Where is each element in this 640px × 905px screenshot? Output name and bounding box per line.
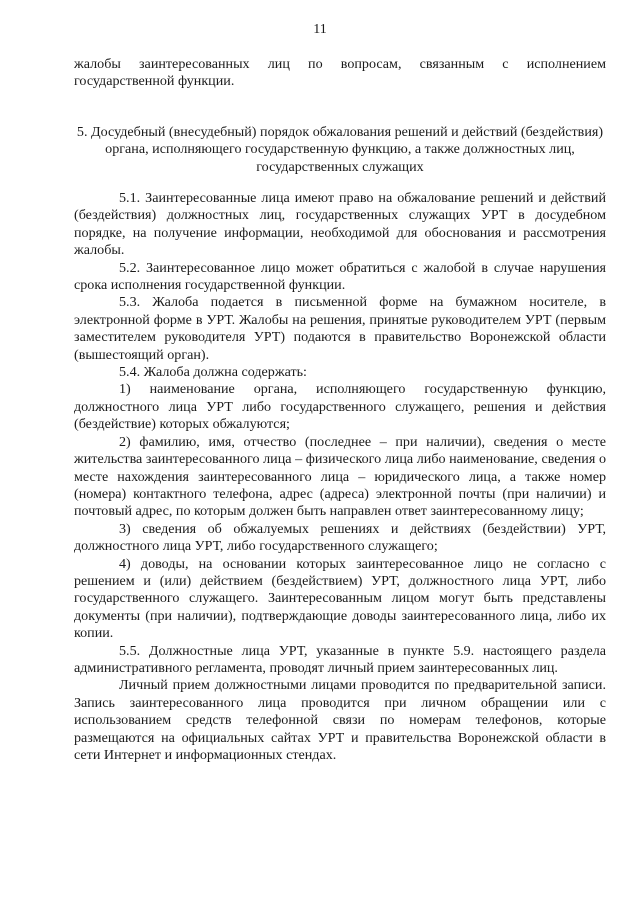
list-item-2: 2) фамилию, имя, отчество (последнее – при наличии), сведения о месте жительства заинтересованного лица – физического лица либо наименование, сведения о месте нахождения заинтересованного лица – юридического лица, а также номер (номера) контактного телефона, адрес (адреса) электронной почты (при наличии) и почтовый адрес, по которым должен быть направлен ответ заинтересованному лицу; [74, 433, 606, 520]
paragraph-5-5: 5.5. Должностные лица УРТ, указанные в пункте 5.9. настоящего раздела административного регламента, проводят личный прием заинтересованных лиц. [74, 642, 606, 676]
continuation-paragraph-block [74, 56, 606, 91]
list-item-4: 4) доводы, на основании которых заинтересованное лицо не согласно с решением и (или) действием (бездействием) УРТ, должностного лица УРТ, либо государственного служащего. Заинтересованным лицом могут быть представлены документы (при наличии), подтверждающие доводы заинтересованного лица, либо их копии. [74, 555, 606, 642]
list-item-3: 3) сведения об обжалуемых решениях и действиях (бездействии) УРТ, должностного лица УРТ, либо государственного служащего; [74, 520, 606, 555]
section-heading: 5. Досудебный (внесудебный) порядок обжалования решений и действий (бездействия) органа, исполняющего государственную функцию, а также должностных лиц, государственных служащих [76, 124, 604, 175]
continuation-paragraph: жалобы заинтересованных лиц по вопросам, связанным с исполнением государственной функции. [74, 56, 606, 90]
paragraph-5-4: 5.4. Жалоба должна содержать: [119, 364, 307, 381]
paragraph-5-1: 5.1. Заинтересованные лица имеют право на обжалование решений и действий (бездействия) должностных лиц, государственных служащих УРТ в досудебном порядке, на получение информации, необходимой для обоснования и рассмотрения жалобы. [74, 190, 606, 259]
list-item-1: 1) наименование органа, исполняющего государственную функцию, должностного лица УРТ либо государственного служащего, решения и действия (бездействие) которых обжалуются; [74, 381, 606, 433]
paragraph-personal-reception: Личный прием должностными лицами проводится по предварительной записи. Запись заинтересованного лица проводится при личном обращении или с использованием средств телефонной связи по номерам телефонов, которые размещаются на официальных сайтах УРТ и правительства Воронежской области в сети Интернет и информационных стендах. [74, 677, 606, 763]
page-number: 11 [313, 22, 327, 37]
section-body [74, 190, 606, 764]
paragraph-5-2: 5.2. Заинтересованное лицо может обратиться с жалобой в случае нарушения срока исполнения государственной функции. [74, 259, 606, 294]
paragraph-5-3: 5.3. Жалоба подается в письменной форме на бумажном носителе, в электронной форме в УРТ. Жалобы на решения, принятые руководителем УРТ (первым заместителем руководителя УРТ) подаются в правительство Воронежской области (вышестоящий орган). [74, 294, 606, 363]
